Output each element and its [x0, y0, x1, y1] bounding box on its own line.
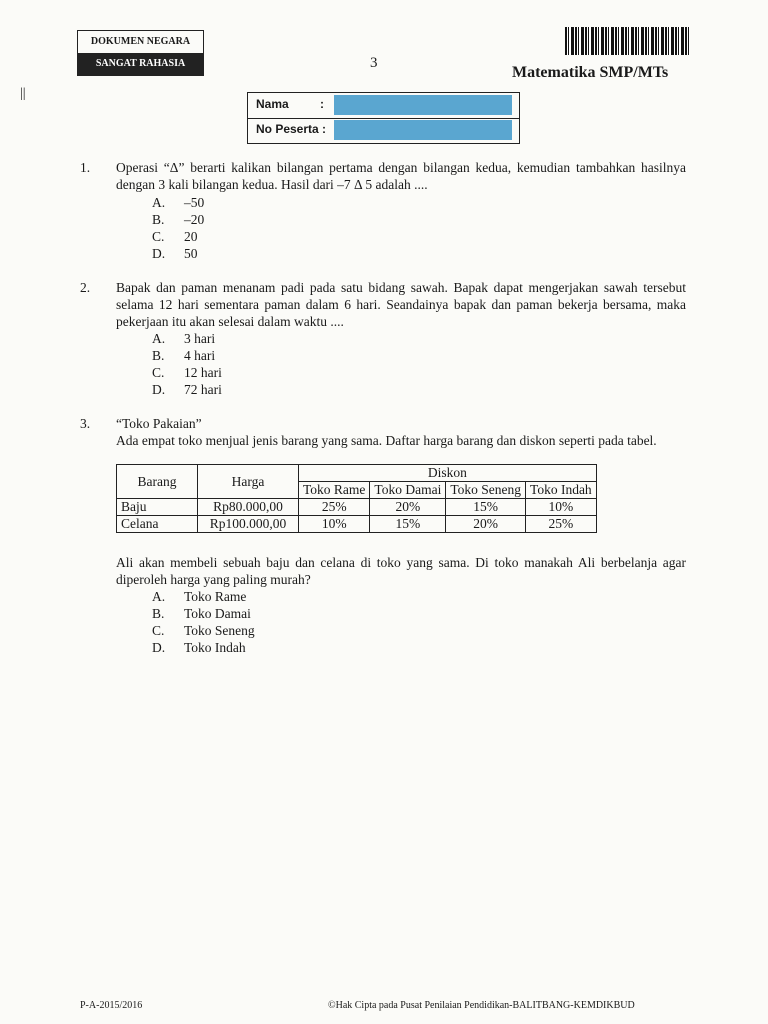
- option-c: [152, 364, 222, 381]
- table-cell-discount: 15%: [370, 516, 446, 533]
- option-letter: C.: [152, 229, 165, 244]
- question-text: Ada empat toko menjual jenis barang yang sama. Daftar harga barang dan diskon seperti pada tabel.: [116, 433, 657, 448]
- stamp-top-label: DOKUMEN NEGARA: [90, 36, 191, 47]
- table-cell-discount: 20%: [370, 499, 446, 516]
- table-header-store: Toko Damai: [370, 482, 446, 499]
- option-letter: B.: [152, 348, 165, 363]
- option-a: [152, 194, 204, 211]
- table-cell-discount: 10%: [299, 516, 370, 533]
- option-letter: B.: [152, 212, 165, 227]
- barcode-icon: [565, 27, 690, 55]
- option-b: [152, 347, 215, 364]
- classification-stamp: [77, 30, 204, 76]
- option-d: [152, 245, 198, 262]
- table-cell-item: Baju: [117, 499, 198, 516]
- question-text: Operasi “Δ” berarti kalikan bilangan pertama dengan bilangan kedua, kemudian tambahkan hasilnya dengan 3 kali bilangan kedua. Hasil dari –7 Δ 5 adalah ....: [116, 160, 686, 192]
- table-header-discount: Diskon: [299, 465, 597, 482]
- option-text: –50: [184, 195, 205, 210]
- page-number: 3: [370, 55, 378, 71]
- option-text: 20: [184, 229, 198, 244]
- name-colon: :: [320, 97, 324, 111]
- name-field[interactable]: [334, 95, 512, 115]
- footer-code: P-A-2015/2016: [80, 1000, 143, 1011]
- subject-title: Matematika SMP/MTs: [512, 64, 669, 81]
- option-b: [152, 211, 204, 228]
- table-cell-discount: 20%: [446, 516, 526, 533]
- footer-copyright: ©Hak Cipta pada Pusat Penilaian Pendidikan-BALITBANG-KEMDIKBUD: [328, 1000, 635, 1011]
- price-discount-table: [116, 464, 597, 533]
- participant-label: No Peserta :: [256, 122, 327, 136]
- option-letter: B.: [152, 606, 165, 621]
- margin-mark: ||: [20, 86, 26, 101]
- table-cell-discount: 15%: [446, 499, 526, 516]
- identity-box: [247, 92, 520, 144]
- table-header-price: Harga: [198, 465, 299, 499]
- question-followup: Ali akan membeli sebuah baju dan celana di toko yang sama. Di toko manakah Ali berbelanja agar diperoleh harga yang paling murah?: [116, 555, 686, 587]
- table-cell-discount: 25%: [299, 499, 370, 516]
- name-label: Nama: [256, 97, 289, 111]
- stamp-bottom-label: SANGAT RAHASIA: [78, 53, 203, 75]
- option-text: Toko Rame: [184, 589, 247, 604]
- table-cell-price: Rp80.000,00: [198, 499, 299, 516]
- question-text: Bapak dan paman menanam padi pada satu bidang sawah. Bapak dapat mengerjakan sawah tersebut selama 12 hari sementara paman dalam 6 hari. Seandainya bapak dan paman bekerja bersama, maka pekerjaan itu akan selesai dalam waktu ....: [116, 280, 686, 329]
- option-d: [152, 639, 246, 656]
- option-letter: A.: [152, 589, 166, 604]
- table-header-item: Barang: [117, 465, 198, 499]
- option-text: 72 hari: [184, 382, 222, 397]
- option-a: [152, 588, 246, 605]
- option-letter: D.: [152, 640, 166, 655]
- question-number: 1.: [80, 160, 91, 175]
- table-header-store: Toko Rame: [299, 482, 370, 499]
- option-a: [152, 330, 215, 347]
- question-number: 2.: [80, 280, 91, 295]
- option-letter: A.: [152, 195, 166, 210]
- table-cell-item: Celana: [117, 516, 198, 533]
- question-title: “Toko Pakaian”: [116, 416, 202, 431]
- table-header-store: Toko Seneng: [446, 482, 526, 499]
- option-b: [152, 605, 251, 622]
- question-number: 3.: [80, 416, 91, 431]
- name-row: [248, 93, 519, 119]
- option-text: Toko Indah: [184, 640, 246, 655]
- option-letter: A.: [152, 331, 166, 346]
- table-cell-discount: 25%: [526, 516, 597, 533]
- table-header-store: Toko Indah: [526, 482, 597, 499]
- option-letter: D.: [152, 246, 166, 261]
- option-text: Toko Damai: [184, 606, 251, 621]
- option-text: 50: [184, 246, 198, 261]
- participant-number-field[interactable]: [334, 120, 512, 140]
- table-cell-discount: 10%: [526, 499, 597, 516]
- option-c: [152, 622, 255, 639]
- table-row: [117, 516, 597, 533]
- option-text: 4 hari: [184, 348, 216, 363]
- option-text: 12 hari: [184, 365, 222, 380]
- option-c: [152, 228, 198, 245]
- table-cell-price: Rp100.000,00: [198, 516, 299, 533]
- option-letter: C.: [152, 623, 165, 638]
- option-text: –20: [184, 212, 205, 227]
- table-row: [117, 499, 597, 516]
- option-text: 3 hari: [184, 331, 216, 346]
- participant-row: [248, 118, 519, 143]
- option-letter: D.: [152, 382, 166, 397]
- option-letter: C.: [152, 365, 165, 380]
- option-d: [152, 381, 222, 398]
- option-text: Toko Seneng: [184, 623, 255, 638]
